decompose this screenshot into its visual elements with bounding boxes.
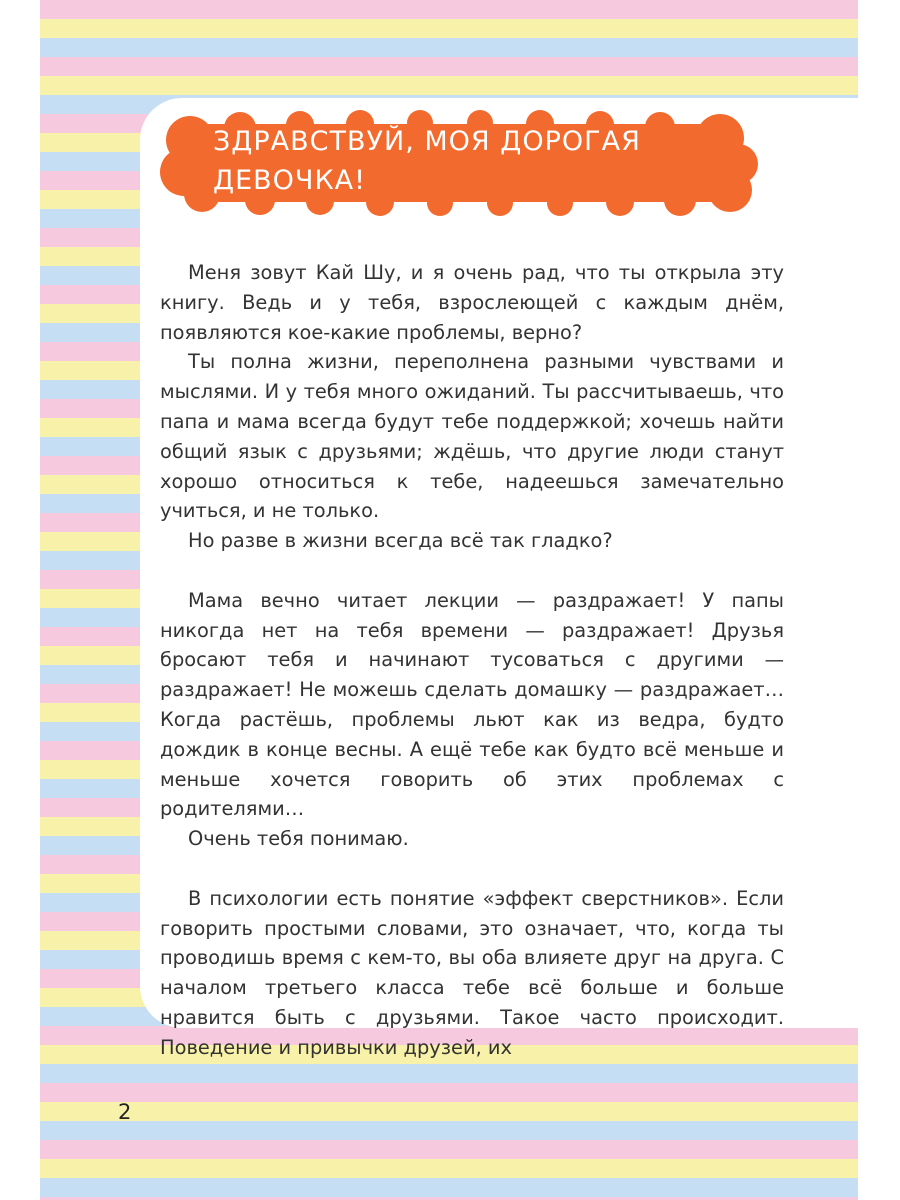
paragraph-2: Ты полна жизни, переполнена разными чувствами и мыслями. И у тебя много ожиданий. Ты рассчитываешь, что папа и мама всегда будут тебе поддержкой; хочешь найти общий язык с друзьями; ждёшь, что другие люди станут хорошо относиться к тебе, надеешься замечательно учиться, и не только. bbox=[160, 350, 784, 523]
paragraph-4: Мама вечно читает лекции — раздражает! У папы никогда нет на тебя времени — раздражает! Друзья бросают тебя и начинают тусоваться с другими — раздражает! Не можешь сделать домашку — раздражает… Когда растёшь, проблемы льют как из ведра, будто дождик в конце весны. А ещё тебе как будто всё меньше и меньше хочется говорить об этих проблемах с родителями… bbox=[160, 588, 784, 821]
chapter-heading bbox=[213, 122, 733, 200]
chapter-heading-line-1: ЗДРАВСТВУЙ, МОЯ ДОРОГАЯ bbox=[213, 126, 641, 157]
paragraph-6: В психологии есть понятие «эффект сверстников». Если говорить простыми словами, это означает, что, когда ты проводишь время с кем-то, вы оба влияете друг на друга. С началом третьего класса тебе всё больше и больше нравится быть с друзьями. Такое часто происходит. Поведение и привычки друзей, их bbox=[160, 886, 784, 1059]
page-number: 2 bbox=[118, 1100, 132, 1124]
paragraph-1: Меня зовут Кай Шу, и я очень рад, что ты открыла эту книгу. Ведь и у тебя, взрослеющей с каждым днём, появляются кое-какие проблемы, верно? bbox=[160, 261, 784, 344]
paragraph-5: Очень тебя понимаю. bbox=[188, 827, 409, 851]
body-text bbox=[160, 258, 784, 1063]
chapter-heading-line-2: ДЕВОЧКА! bbox=[213, 165, 366, 196]
paragraph-3: Но разве в жизни всегда всё так гладко? bbox=[188, 529, 613, 553]
